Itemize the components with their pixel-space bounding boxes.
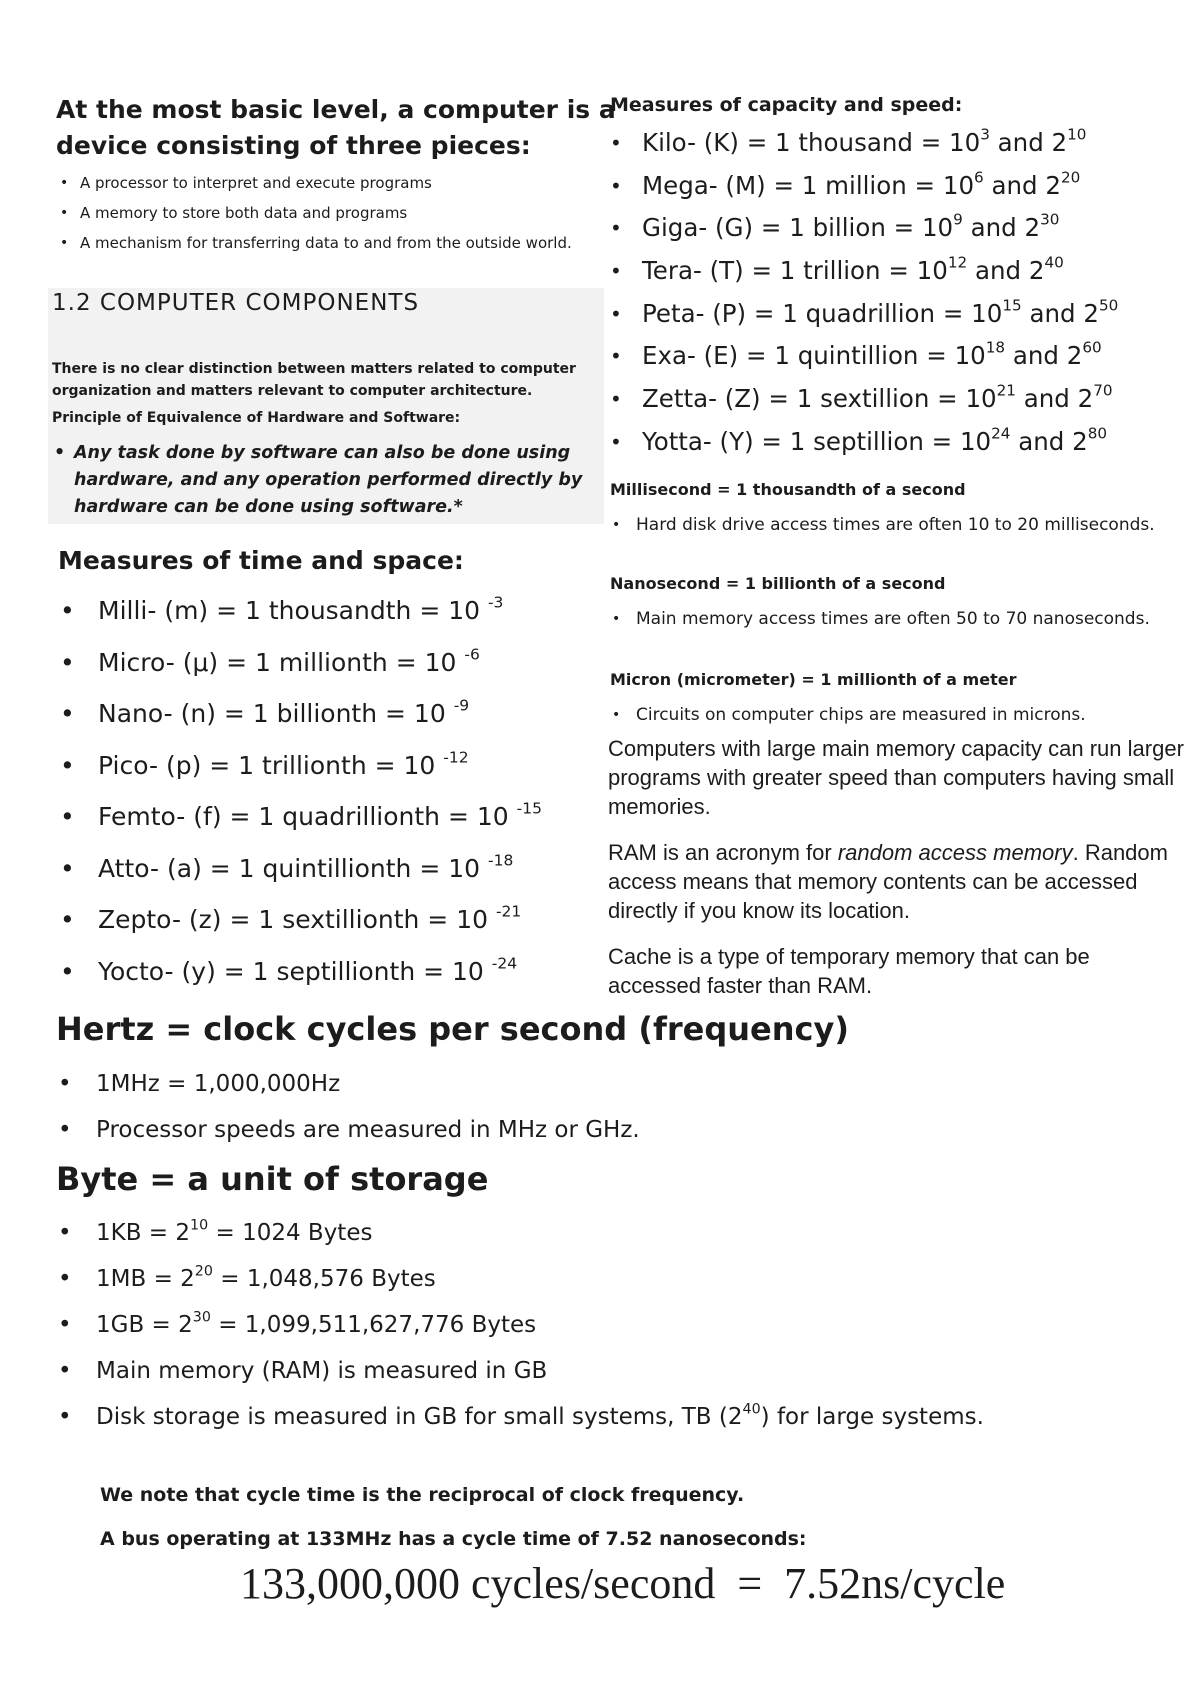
list-item: • Disk storage is measured in GB for small systems, TB $(2^{40})$ for large systems.	[96, 1402, 1046, 1448]
hertz-heading: Hertz = clock cycles per second (frequency)	[56, 1010, 849, 1048]
millisecond-heading: Millisecond = 1 thousandth of a second	[610, 480, 966, 499]
list-item: • A memory to store both data and programs	[80, 202, 610, 224]
list-item: • $1KB = 2^{10} = 1024$ Bytes	[96, 1218, 1046, 1264]
list-item: • Femto- (f) = 1 quadrillionth = 10 $^{-15}$	[98, 800, 542, 852]
list-item: • Mega- (M) = 1 million = $10^6$ and $2^{20}$	[642, 169, 1118, 212]
list-item: • Kilo- (K) = 1 thousand = $10^3$ and $2^{10}$	[642, 126, 1118, 169]
list-item: • Pico- (p) = 1 trillionth = 10 $^{-12}$	[98, 749, 542, 801]
list-item: • Circuits on computer chips are measured in microns.	[636, 702, 1176, 728]
micron-heading: Micron (micrometer) = 1 millionth of a meter	[610, 670, 1017, 689]
components-heading: 1.2 COMPUTER COMPONENTS	[52, 290, 420, 316]
cycle-formula: 133,000,000 cycles/second = 7.52ns/cycle	[240, 1559, 1006, 1608]
list-item: • Milli- (m) = 1 thousandth = 10 $^{-3}$	[98, 594, 542, 646]
list-item: • $1MB = 2^{20} = 1,048,576$ Bytes	[96, 1264, 1046, 1310]
hertz-list	[96, 1068, 640, 1160]
list-item: • Zetta- (Z) = 1 sextillion = $10^{21}$ and $2^{70}$	[642, 382, 1118, 425]
intro-list	[80, 172, 610, 262]
list-item: • Main memory access times are often 50 to 70 nanoseconds.	[636, 606, 1156, 632]
list-item: • Any task done by software can also be done using hardware, and any operation performed directly by hardware can be done using software.*	[74, 440, 604, 521]
ram-paragraph: RAM is an acronym for random access memory. Random access means that memory contents can be accessed directly if you know its location.	[608, 840, 1168, 923]
list-item: • Giga- (G) = 1 billion = $10^9$ and $2^{30}$	[642, 211, 1118, 254]
time-space-heading: Measures of time and space:	[58, 546, 464, 575]
list-item: • Hard disk drive access times are often 10 to 20 milliseconds.	[636, 512, 1156, 538]
bus-note: A bus operating at 133MHz has a cycle time of 7.52 nanoseconds:	[100, 1528, 807, 1550]
memory-paragraph: Computers with large main memory capacity can run larger programs with greater speed than computers having small memories.	[608, 736, 1184, 819]
list-item: • Yotta- (Y) = 1 septillion = $10^{24}$ and $2^{80}$	[642, 425, 1118, 468]
list-item: • Peta- (P) = 1 quadrillion = $10^{15}$ and $2^{50}$	[642, 297, 1118, 340]
list-item: • Main memory (RAM) is measured in GB	[96, 1356, 1046, 1402]
list-item: • A processor to interpret and execute programs	[80, 172, 610, 194]
list-item: • Atto- (a) = 1 quintillionth = 10 $^{-18}$	[98, 852, 542, 904]
byte-heading: Byte = a unit of storage	[56, 1160, 489, 1198]
time-space-list	[98, 594, 542, 1006]
principle-list	[74, 440, 604, 521]
nanosecond-list	[636, 606, 1156, 632]
intro-heading: At the most basic level, a computer is a device consisting of three pieces:	[56, 95, 616, 160]
list-item: • Tera- (T) = 1 trillion = $10^{12}$ and $2^{40}$	[642, 254, 1118, 297]
list-item: • Micro- (μ) = 1 millionth = 10 $^{-6}$	[98, 646, 542, 698]
capacity-heading: Measures of capacity and speed:	[610, 94, 963, 116]
principle-heading: Principle of Equivalence of Hardware and Software:	[52, 410, 461, 426]
list-item: • Zepto- (z) = 1 sextillionth = 10 $^{-21}$	[98, 903, 542, 955]
capacity-list	[642, 126, 1118, 468]
nanosecond-heading: Nanosecond = 1 billionth of a second	[610, 574, 946, 593]
list-item: • Processor speeds are measured in MHz or GHz.	[96, 1114, 640, 1160]
list-item: • Exa- (E) = 1 quintillion = $10^{18}$ and $2^{60}$	[642, 339, 1118, 382]
cache-paragraph: Cache is a type of temporary memory that can be accessed faster than RAM.	[608, 944, 1090, 998]
list-item: • Yocto- (y) = 1 septillionth = 10 $^{-24}$	[98, 955, 542, 1007]
millisecond-list	[636, 512, 1156, 538]
micron-list	[636, 702, 1176, 728]
list-item: • A mechanism for transferring data to and from the outside world.	[80, 232, 610, 254]
list-item: • 1MHz = 1,000,000Hz	[96, 1068, 640, 1114]
list-item: • $1GB = 2^{30} = 1,099,511,627,776$ Bytes	[96, 1310, 1046, 1356]
list-item: • Nano- (n) = 1 billionth = 10 $^{-9}$	[98, 697, 542, 749]
cycle-note: We note that cycle time is the reciprocal of clock frequency.	[100, 1484, 745, 1506]
components-paragraph: There is no clear distinction between matters related to computer organization and matters relevant to computer architecture.	[52, 361, 576, 399]
byte-list	[96, 1218, 1046, 1448]
